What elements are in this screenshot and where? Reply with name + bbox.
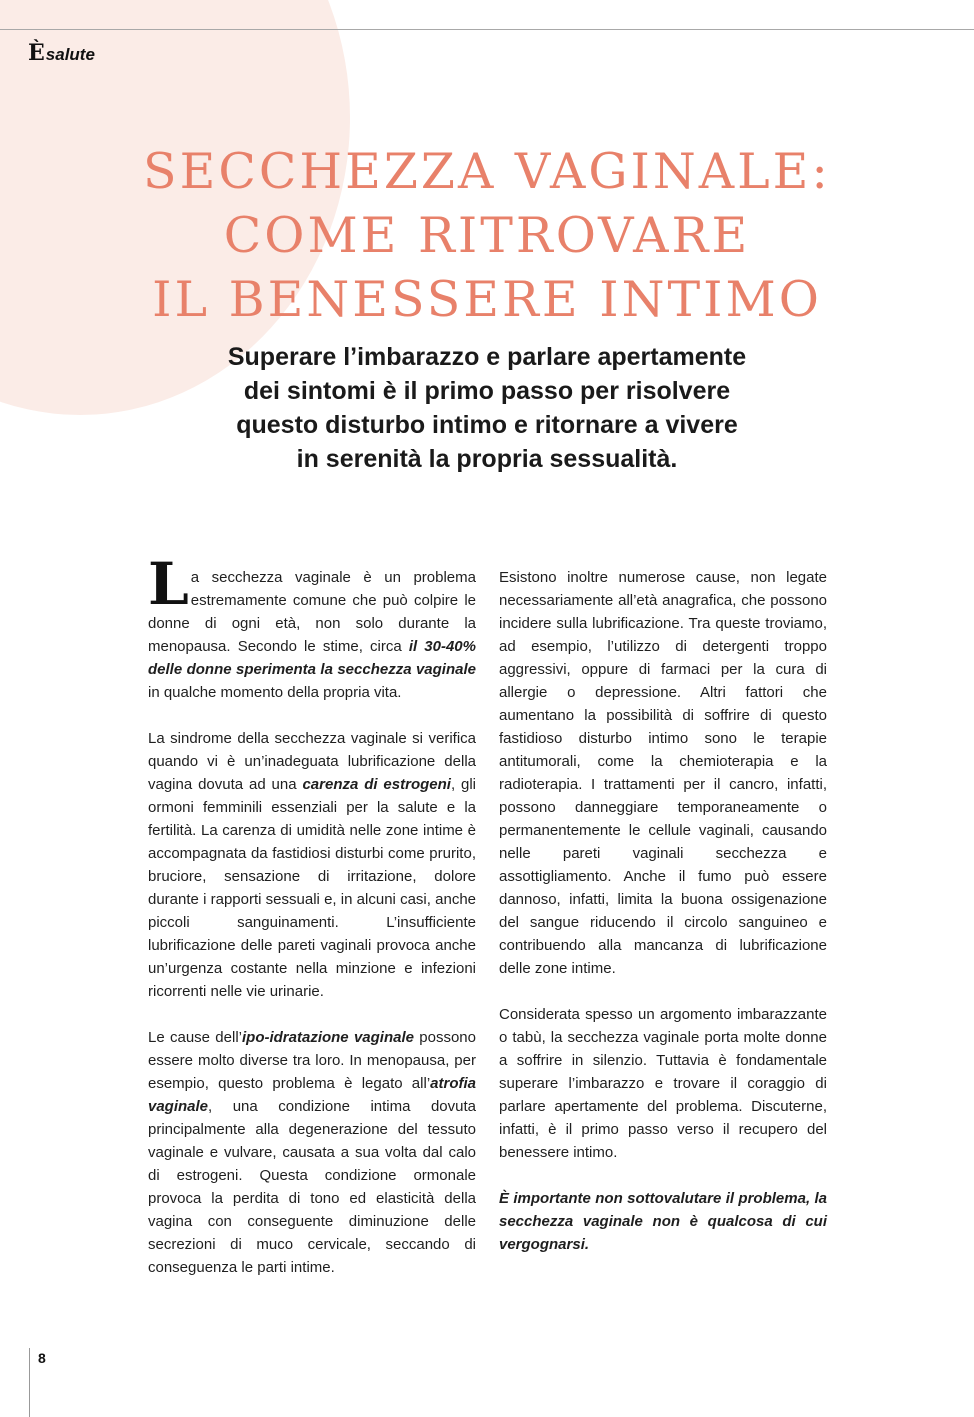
paragraph-intro: [148, 550, 476, 704]
page-number-rule: [29, 1348, 30, 1417]
text-run: , gli ormoni femminili essenziali per la salute e la fertilità. La carenza di umidità nelle zone intime è accompagnata da fastidiosi disturbi come prurito, bruciore, sensazione di irritazione, dolore durante i rapporti sessuali e, in alcuni casi, anche piccoli sanguinamenti. L’insufficiente lubrificazione delle pareti vaginali provoca anche un’urgenza costante nella minzione e infezioni ricorrenti nelle vie urinarie.: [148, 776, 476, 1000]
paragraph-taboo: Considerata spesso un argomento imbarazzante o tabù, la secchezza vaginale porta molte donne a soffrire in silenzio. Tuttavia è fondamentale superare l’imbarazzo e trovare il coraggio di parlare apertamente del problema. Discuterne, infatti, è il primo passo verso il recupero del benessere intimo.: [499, 1006, 827, 1161]
emphasis: atrofia vaginale: [148, 1075, 476, 1115]
title-line: SECCHEZZA VAGINALE:: [143, 143, 831, 200]
text-run: La sindrome della secchezza vaginale si verifica quando vi è un’inadeguata lubrificazione della vagina dovuta ad una: [148, 730, 476, 793]
paragraph-closing: È importante non sottovalutare il problema, la secchezza vaginale non è qualcosa di cui vergognarsi.: [499, 1190, 827, 1253]
text-run: Le cause dell’: [148, 1029, 242, 1046]
emphasis: ipo-idratazione vaginale: [241, 1029, 414, 1046]
paragraph-syndrome: [148, 727, 476, 1003]
article-subtitle: [100, 340, 874, 476]
subtitle-line: Superare l’imbarazzo e parlare apertamente: [227, 343, 747, 371]
paragraph-causes: [148, 1026, 476, 1279]
emphasis: il 30-40% delle donne sperimenta la secchezza vaginale: [148, 638, 476, 678]
title-line: IL BENESSERE INTIMO: [152, 271, 822, 328]
subtitle-line: in serenità la propria sessualità.: [296, 445, 678, 473]
body-column-left: [148, 550, 476, 1302]
text-run: in qualche momento della propria vita.: [148, 684, 402, 701]
subtitle-line: questo disturbo intimo e ritornare a vivere: [236, 411, 738, 439]
title-line: COME RITROVARE: [223, 207, 751, 264]
section-letter: È: [28, 40, 45, 66]
section-tag: [28, 40, 95, 66]
text-run: possono essere molto diverse tra loro. In menopausa, per esempio, questo problema è legato all’: [148, 1029, 476, 1092]
emphasis: carenza di estrogeni: [302, 776, 451, 793]
top-rule: [0, 29, 974, 30]
text-run: a secchezza vaginale è un problema estremamente comune che può colpire le donne di ogni età, non solo durante la menopausa. Secondo le stime, circa: [148, 569, 476, 655]
text-run: , una condizione intima dovuta principalmente alla degenerazione del tessuto vaginale e vulvare, causata a sua volta dal calo di estrogeni. Questa condizione ormonale provoca la perdita di tono ed elasticità della vagina con conseguente diminuzione delle secrezioni di muco cervicale, seccando di conseguenza le parti intime.: [148, 1098, 476, 1276]
section-word: salute: [45, 45, 95, 64]
article-title: [60, 140, 914, 332]
drop-cap: L: [148, 550, 189, 618]
page-number: 8: [38, 1350, 46, 1366]
subtitle-line: dei sintomi è il primo passo per risolvere: [243, 377, 731, 405]
body-column-right: [499, 566, 827, 1279]
paragraph-other-causes: Esistono inoltre numerose cause, non legate necessariamente all’età anagrafica, che possono incidere sulla lubrificazione. Tra queste troviamo, ad esempio, l’utilizzo di detergenti troppo aggressivi, oppure di farmaci per la cura di allergie o depressione. Altri fattori che aumentano la possibilità di soffrire di questo fastidioso disturbo intimo sono le terapie antitumorali, come la chemioterapia e la radioterapia. I trattamenti per il cancro, infatti, possono danneggiare temporaneamente o permanentemente le cellule vaginali, causando nelle pareti vaginali secchezza e assottigliamento. Anche il fumo può essere dannoso, infatti, limita la buona ossigenazione del sangue riducendo il circolo sanguineo e contribuendo alla mancanza di lubrificazione delle zone intime.: [499, 569, 827, 977]
